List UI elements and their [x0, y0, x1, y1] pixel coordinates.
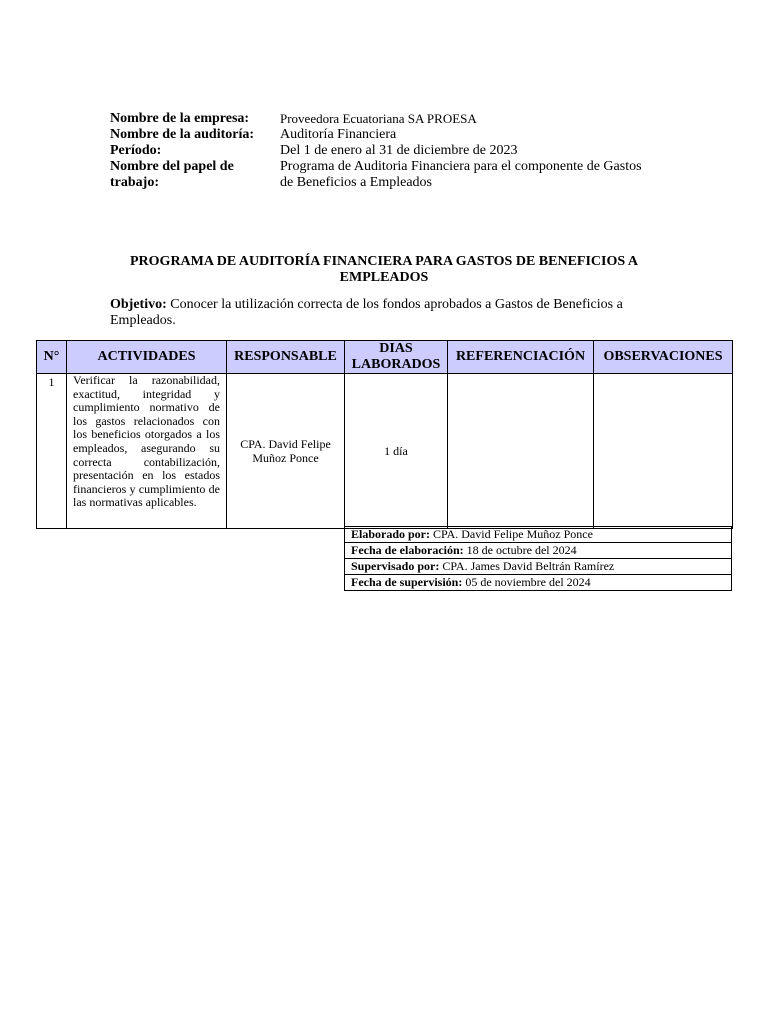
objective-label: Objetivo: [110, 297, 167, 312]
prepared-by-cell [345, 527, 732, 543]
prepared-date-label: Fecha de elaboración: [351, 543, 464, 557]
row-activity-cell: Verificar la razonabilidad, exactitud, integridad y cumplimiento normativo de los gastos relacionados con los beneficios otorgados a los empleados, asegurando su correcta contabilización, presentación en los estados financieros y cumplimiento de las normativas aplicables. [67, 374, 227, 529]
signoff-row [345, 527, 732, 543]
table-header-row [37, 341, 733, 374]
objective-paragraph [110, 297, 655, 329]
signoff-row [345, 543, 732, 559]
audit-label: Nombre de la auditoría: [110, 127, 255, 142]
company-row [110, 111, 650, 127]
company-value: Proveedora Ecuatoriana SA PROESA [280, 111, 477, 126]
prepared-date-value: 18 de octubre del 2024 [463, 543, 577, 557]
signoff-row [345, 559, 732, 575]
col-header-observations: OBSERVACIONES [594, 341, 733, 374]
row-days-cell: 1 día [345, 374, 448, 529]
supervised-by-cell [345, 559, 732, 575]
prepared-by-value: CPA. David Felipe Muñoz Ponce [430, 527, 593, 541]
period-label: Período: [110, 143, 162, 158]
supervised-date-label: Fecha de supervisión: [351, 575, 463, 589]
company-label: Nombre de la empresa: [110, 111, 250, 126]
audit-program-table [36, 340, 733, 529]
objective-text: Conocer la utilización correcta de los fondos aprobados a Gastos de Beneficios a Empleados. [110, 297, 623, 328]
document-title: PROGRAMA DE AUDITORÍA FINANCIERA PARA GASTOS DE BENEFICIOS A EMPLEADOS [130, 254, 638, 285]
col-header-days: DIAS LABORADOS [345, 341, 448, 374]
period-row [110, 143, 650, 159]
prepared-date-cell [345, 543, 732, 559]
prepared-by-label: Elaborado por: [351, 527, 431, 541]
workpaper-row [110, 159, 650, 191]
document-info-block [110, 111, 650, 191]
row-responsible-cell: CPA. David Felipe Muñoz Ponce [227, 374, 345, 529]
supervised-by-value: CPA. James David Beltrán Ramírez [439, 559, 615, 573]
row-reference-cell [448, 374, 594, 529]
audit-value: Auditoría Financiera [280, 127, 397, 142]
row-observations-cell [594, 374, 733, 529]
col-header-reference: REFERENCIACIÓN [448, 341, 594, 374]
supervised-by-label: Supervisado por: [351, 559, 440, 573]
col-header-activities: ACTIVIDADES [67, 341, 227, 374]
supervised-date-cell [345, 575, 732, 591]
workpaper-value: Programa de Auditoria Financiera para el componente de Gastos de Beneficios a Empleados [280, 159, 642, 190]
workpaper-label: Nombre del papel de trabajo: [110, 159, 234, 190]
period-value: Del 1 de enero al 31 de diciembre de 2023 [280, 143, 518, 158]
col-header-responsible: RESPONSABLE [227, 341, 345, 374]
row-num-cell: 1 [37, 374, 67, 529]
supervised-date-value: 05 de noviembre del 2024 [462, 575, 591, 589]
signoff-table [344, 526, 732, 591]
col-header-num: N° [37, 341, 67, 374]
signoff-row [345, 575, 732, 591]
table-row [37, 374, 733, 529]
audit-row [110, 127, 650, 143]
